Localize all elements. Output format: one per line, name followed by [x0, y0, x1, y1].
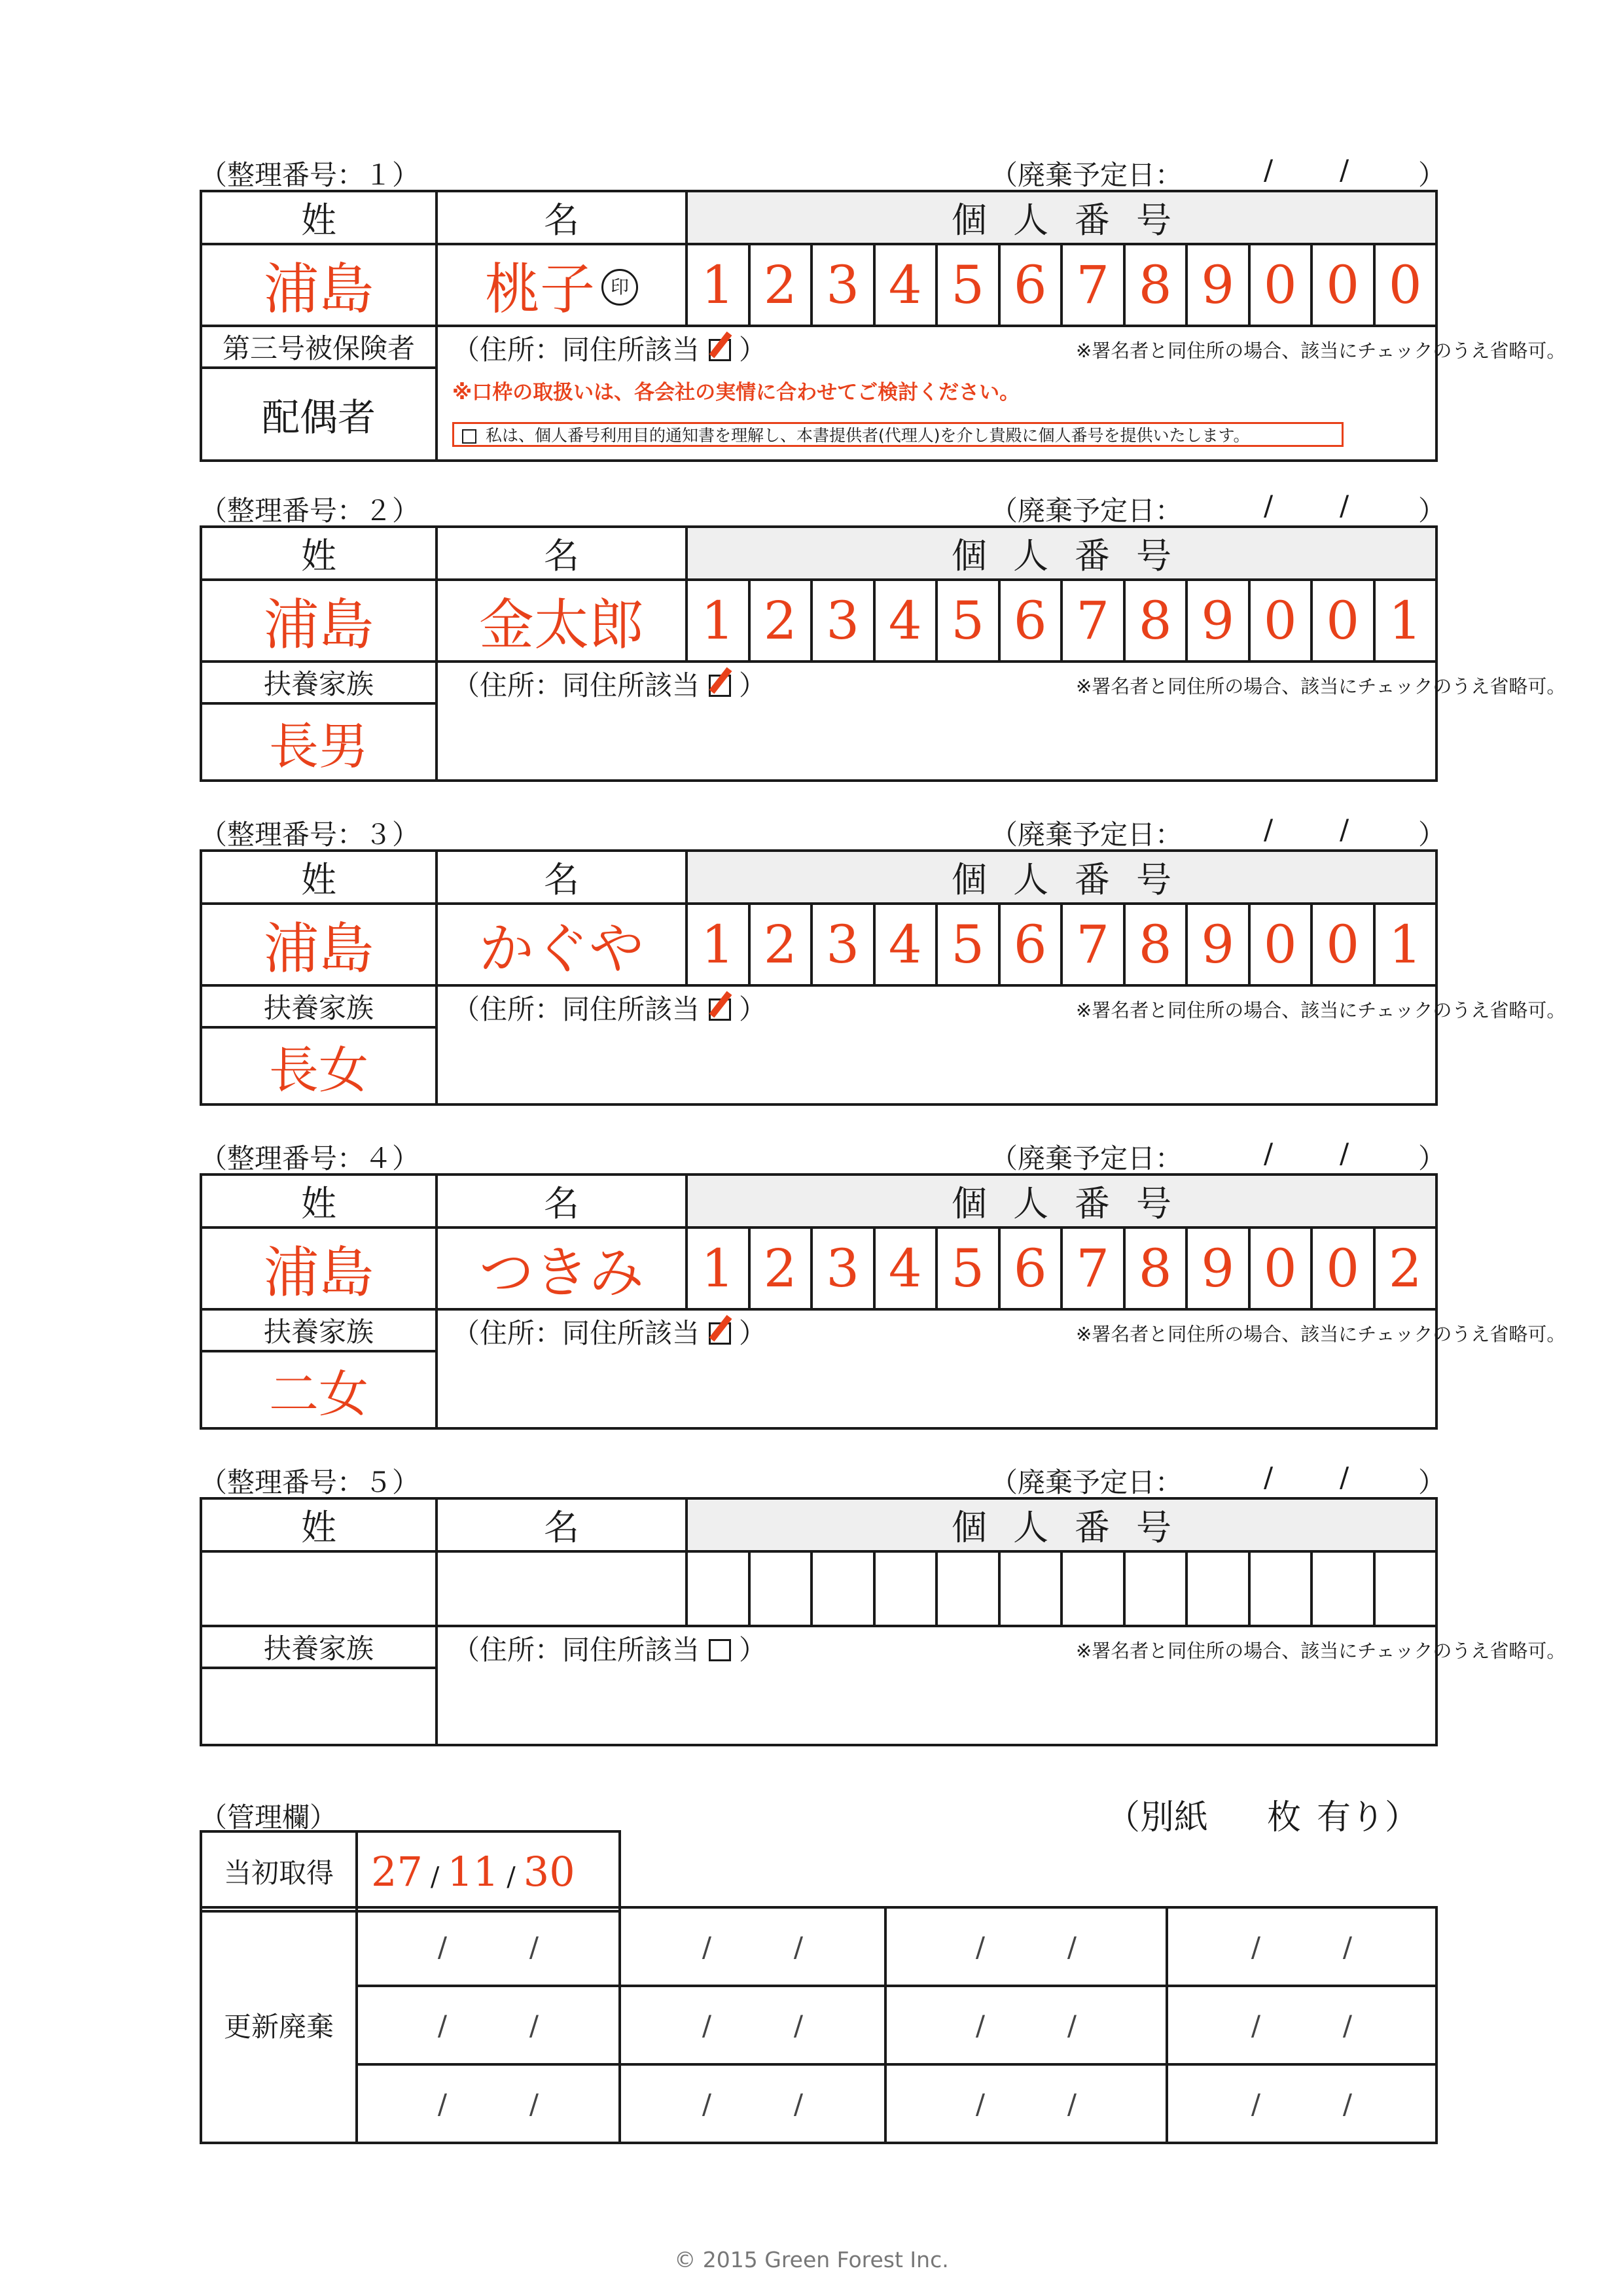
address-label: （住所：同住所該当: [452, 993, 700, 1025]
date-day: 30: [523, 1847, 575, 1896]
copyright: © 2015 Green Forest Inc.: [674, 2247, 949, 2272]
digit-cell[interactable]: 0: [1311, 1227, 1374, 1309]
date-slash: /: [1251, 1930, 1261, 1963]
date-slash: /: [437, 2087, 448, 2120]
info-area: [437, 1626, 1566, 1745]
info-area: [437, 1309, 1566, 1428]
seiri-number: （整理番号：１）: [200, 159, 420, 191]
date-slash: /: [1251, 2009, 1261, 2041]
date-slash: /: [975, 1930, 986, 1963]
mei-field[interactable]: [437, 1551, 687, 1626]
digit-cell[interactable]: 5: [936, 580, 999, 662]
update-date-cell[interactable]: [357, 1907, 620, 1986]
digit-cell[interactable]: 2: [1374, 1227, 1437, 1309]
digit-cell[interactable]: 1: [687, 244, 749, 326]
update-date-cell[interactable]: [885, 2064, 1167, 2143]
disposal-slash: /: [1264, 1137, 1274, 1169]
kojin-bangou-header: 個人番号: [687, 1498, 1436, 1551]
date-slash: /: [437, 1930, 448, 1963]
digit-cell[interactable]: 0: [1311, 244, 1374, 326]
digit-cell[interactable]: 1: [687, 580, 749, 662]
digit-cell[interactable]: 6: [999, 244, 1062, 326]
info-area: [437, 326, 1566, 461]
digit-cell[interactable]: 7: [1061, 244, 1124, 326]
digit-cell[interactable]: [812, 1551, 874, 1626]
date-slash: /: [793, 2009, 804, 2041]
sei-field[interactable]: 浦島: [201, 580, 437, 662]
category-label: 第三号被保険者: [201, 326, 437, 368]
record-5: [200, 1461, 1566, 1749]
digit-cell[interactable]: [1249, 1551, 1312, 1626]
update-label: 更新廃棄: [201, 1907, 357, 2143]
digit-cell[interactable]: 0: [1249, 580, 1312, 662]
digit-cell[interactable]: 6: [999, 580, 1062, 662]
digit-cell[interactable]: 7: [1061, 580, 1124, 662]
date-slash: /: [702, 2009, 712, 2041]
record-table: [200, 525, 1566, 782]
digit-cell[interactable]: 7: [1061, 1227, 1124, 1309]
date-slash: /: [529, 1930, 539, 1963]
disposal-date-label: （廃棄予定日：: [990, 819, 1183, 851]
digit-cell[interactable]: [999, 1551, 1062, 1626]
update-date-cell[interactable]: [620, 1986, 885, 2064]
initial-date[interactable]: [357, 1831, 620, 1911]
address-checkbox[interactable]: [709, 1322, 731, 1345]
digit-cell[interactable]: 2: [749, 580, 812, 662]
digit-cell[interactable]: 9: [1186, 1227, 1249, 1309]
disposal-date-label: （廃棄予定日：: [990, 1466, 1183, 1498]
sei-field[interactable]: 浦島: [201, 1227, 437, 1309]
digit-cell[interactable]: [1061, 1551, 1124, 1626]
mei-field[interactable]: 金太郎: [437, 580, 687, 662]
info-area: [437, 985, 1566, 1104]
record-table: [200, 1173, 1566, 1430]
mei-field[interactable]: [437, 244, 687, 326]
sei-header: 姓: [201, 1498, 437, 1551]
kojin-bangou-header: 個人番号: [687, 527, 1436, 580]
digit-cell[interactable]: 1: [687, 904, 749, 985]
initial-acquisition-table: [200, 1830, 621, 1913]
kojin-bangou-header: 個人番号: [687, 191, 1436, 244]
seiri-number: （整理番号：３）: [200, 819, 420, 851]
digit-cell[interactable]: 4: [874, 580, 937, 662]
digit-cell[interactable]: 0: [1249, 1227, 1312, 1309]
digit-cell[interactable]: 2: [749, 244, 812, 326]
mei-header: 名: [437, 1498, 687, 1551]
category-label: 扶養家族: [201, 662, 437, 703]
address-note: ※署名者と同住所の場合、該当にチェックのうえ省略可。: [1076, 1323, 1566, 1345]
digit-cell[interactable]: [1311, 1551, 1374, 1626]
address-close: ）: [739, 1317, 767, 1349]
disposal-date-label: （廃棄予定日：: [990, 1142, 1183, 1174]
mei-field[interactable]: つきみ: [437, 1227, 687, 1309]
disposal-slash: /: [1340, 1137, 1349, 1169]
address-same: [452, 664, 766, 703]
sei-field[interactable]: [201, 1551, 437, 1626]
record-3: [200, 813, 1566, 1101]
record-header: [200, 1461, 1446, 1498]
date-slash: /: [975, 2087, 986, 2120]
kojin-bangou-header: 個人番号: [687, 1174, 1436, 1227]
update-date-cell[interactable]: [1167, 2064, 1436, 2143]
address-checkbox[interactable]: [709, 998, 731, 1021]
seiri-number: （整理番号：２）: [200, 495, 420, 527]
update-date-cell[interactable]: [357, 1986, 620, 2064]
digit-cell[interactable]: [687, 1551, 749, 1626]
check-mark-icon: [709, 1315, 732, 1341]
digit-cell[interactable]: 9: [1186, 580, 1249, 662]
address-checkbox[interactable]: [709, 1639, 731, 1661]
date-slash: /: [1067, 2009, 1077, 2041]
digit-cell[interactable]: 0: [1249, 904, 1312, 985]
date-year: 27: [371, 1847, 423, 1896]
digit-cell[interactable]: 3: [812, 244, 874, 326]
attachment-note: [1106, 1790, 1419, 1839]
digit-cell[interactable]: 1: [1374, 580, 1437, 662]
digit-cell[interactable]: 9: [1186, 904, 1249, 985]
address-close: ）: [739, 334, 767, 366]
disposal-close: ）: [1418, 1142, 1446, 1174]
update-date-cell[interactable]: [620, 1907, 885, 1986]
digit-cell[interactable]: 0: [1249, 244, 1312, 326]
address-same: [452, 328, 766, 368]
disposal-close: ）: [1418, 495, 1446, 527]
relation-field[interactable]: 配偶者: [201, 368, 437, 461]
address-same: [452, 988, 766, 1027]
date-slash: /: [702, 1930, 712, 1963]
digit-cell[interactable]: 0: [1311, 904, 1374, 985]
update-date-cell[interactable]: [1167, 1907, 1436, 1986]
update-date-cell[interactable]: [620, 2064, 885, 2143]
digit-cell[interactable]: 8: [1124, 1227, 1187, 1309]
update-date-cell[interactable]: [885, 1907, 1167, 1986]
mei-header: 名: [437, 527, 687, 580]
digit-cell[interactable]: 0: [1374, 244, 1437, 326]
mei-header: 名: [437, 1174, 687, 1227]
address-close: ）: [739, 993, 767, 1025]
management-title: （管理欄）: [200, 1801, 338, 1833]
digit-cell[interactable]: 3: [812, 1227, 874, 1309]
disposal-slash: /: [1264, 1461, 1274, 1493]
digit-cell[interactable]: 2: [749, 904, 812, 985]
date-slash: /: [430, 1862, 440, 1892]
digit-cell[interactable]: [874, 1551, 937, 1626]
sei-header: 姓: [201, 191, 437, 244]
initial-date-value: [371, 1848, 575, 1896]
disposal-date-label: （廃棄予定日：: [990, 159, 1183, 191]
seiri-number: （整理番号：５）: [200, 1466, 420, 1498]
relation-field[interactable]: [201, 1668, 437, 1745]
disposal-slash: /: [1264, 489, 1274, 521]
seiri-number: （整理番号：４）: [200, 1142, 420, 1174]
check-mark-icon: [709, 991, 732, 1017]
kojin-bangou-header: 個人番号: [687, 851, 1436, 904]
digit-cell[interactable]: 4: [874, 904, 937, 985]
record-header: [200, 1137, 1446, 1174]
attachment-post: 有り）: [1317, 1798, 1419, 1837]
address-label: （住所：同住所該当: [452, 669, 700, 701]
date-slash: /: [702, 2087, 712, 2120]
consent-box: [452, 422, 1344, 447]
date-slash: /: [1251, 2087, 1261, 2120]
disposal-slash: /: [1340, 1461, 1349, 1493]
mei-header: 名: [437, 851, 687, 904]
digit-cell[interactable]: 6: [999, 904, 1062, 985]
date-slash: /: [975, 2009, 986, 2041]
sei-header: 姓: [201, 527, 437, 580]
digit-cell[interactable]: 1: [687, 1227, 749, 1309]
check-mark-icon: [709, 331, 732, 358]
address-note: ※署名者と同住所の場合、該当にチェックのうえ省略可。: [1076, 675, 1566, 698]
category-label: 扶養家族: [201, 985, 437, 1027]
date-month: 11: [447, 1847, 499, 1896]
digit-cell[interactable]: 8: [1124, 904, 1187, 985]
digit-cell[interactable]: 5: [936, 904, 999, 985]
attachment-pre: （別紙: [1106, 1798, 1209, 1837]
address-same: [452, 1312, 766, 1351]
date-slash: /: [1067, 1930, 1077, 1963]
address-note: ※署名者と同住所の場合、該当にチェックのうえ省略可。: [1076, 340, 1566, 362]
digit-cell[interactable]: [1124, 1551, 1187, 1626]
consent-text: 私は、個人番号利用目的通知書を理解し、本書提供者(代理人)を介し貴殿に個人番号を提供いたします。: [486, 426, 1250, 445]
address-label: （住所：同住所該当: [452, 1634, 700, 1666]
address-checkbox[interactable]: [709, 675, 731, 697]
relation-field[interactable]: 二女: [201, 1351, 437, 1428]
date-slash: /: [529, 2087, 539, 2120]
update-date-cell[interactable]: [1167, 1986, 1436, 2064]
disposal-close: ）: [1418, 159, 1446, 191]
disposal-slash: /: [1264, 154, 1274, 186]
digit-cell[interactable]: 0: [1311, 580, 1374, 662]
record-header: [200, 489, 1446, 527]
record-4: [200, 1137, 1566, 1425]
seal-stamp: 印: [601, 269, 638, 306]
address-note: ※署名者と同住所の場合、該当にチェックのうえ省略可。: [1076, 1640, 1566, 1662]
record-1: [200, 154, 1566, 448]
digit-cell[interactable]: [749, 1551, 812, 1626]
update-date-cell[interactable]: [357, 2064, 620, 2143]
address-label: （住所：同住所該当: [452, 334, 700, 366]
record-table: [200, 849, 1566, 1106]
record-table: [200, 190, 1566, 462]
disposal-slash: /: [1340, 813, 1349, 845]
relation-field[interactable]: 長男: [201, 703, 437, 781]
info-area: [437, 662, 1566, 781]
consent-checkbox[interactable]: [462, 429, 476, 444]
address-checkbox[interactable]: [709, 339, 731, 361]
date-slash: /: [793, 1930, 804, 1963]
address-label: （住所：同住所該当: [452, 1317, 700, 1349]
sei-field[interactable]: 浦島: [201, 904, 437, 985]
record-table: [200, 1497, 1566, 1746]
disposal-slash: /: [1340, 154, 1349, 186]
date-slash: /: [1342, 1930, 1353, 1963]
digit-cell[interactable]: 4: [874, 1227, 937, 1309]
check-mark-icon: [709, 667, 732, 694]
digit-cell[interactable]: 1: [1374, 904, 1437, 985]
address-same: [452, 1629, 766, 1668]
sei-header: 姓: [201, 851, 437, 904]
digit-cell[interactable]: 3: [812, 580, 874, 662]
record-header: [200, 813, 1446, 851]
digit-cell[interactable]: [1186, 1551, 1249, 1626]
mei-header: 名: [437, 191, 687, 244]
disposal-slash: /: [1340, 489, 1349, 521]
disposal-close: ）: [1418, 1466, 1446, 1498]
disposal-close: ）: [1418, 819, 1446, 851]
digit-cell[interactable]: 3: [812, 904, 874, 985]
digit-cell[interactable]: [936, 1551, 999, 1626]
mei-field[interactable]: かぐや: [437, 904, 687, 985]
digit-cell[interactable]: 4: [874, 244, 937, 326]
attachment-mid: 枚: [1267, 1798, 1302, 1837]
address-note: ※署名者と同住所の場合、該当にチェックのうえ省略可。: [1076, 999, 1566, 1021]
initial-label: 当初取得: [201, 1831, 357, 1911]
date-slash: /: [507, 1862, 516, 1892]
digit-cell[interactable]: 9: [1186, 244, 1249, 326]
category-label: 扶養家族: [201, 1309, 437, 1351]
disposal-date-label: （廃棄予定日：: [990, 495, 1183, 527]
address-close: ）: [739, 1634, 767, 1666]
date-slash: /: [793, 2087, 804, 2120]
digit-cell[interactable]: 8: [1124, 580, 1187, 662]
date-slash: /: [1067, 2087, 1077, 2120]
address-close: ）: [739, 669, 767, 701]
sei-field[interactable]: 浦島: [201, 244, 437, 326]
relation-field[interactable]: 長女: [201, 1027, 437, 1104]
date-slash: /: [1342, 2087, 1353, 2120]
mei-value: 桃子: [484, 257, 595, 321]
digit-cell[interactable]: 5: [936, 1227, 999, 1309]
digit-cell[interactable]: [1374, 1551, 1437, 1626]
date-slash: /: [529, 2009, 539, 2041]
record-2: [200, 489, 1566, 777]
digit-cell[interactable]: 8: [1124, 244, 1187, 326]
digit-cell[interactable]: 6: [999, 1227, 1062, 1309]
record-header: [200, 154, 1446, 191]
date-slash: /: [1342, 2009, 1353, 2041]
warning-text: ※口枠の取扱いは、各会社の実情に合わせてご検討ください。: [452, 381, 1020, 404]
sei-header: 姓: [201, 1174, 437, 1227]
digit-cell[interactable]: 7: [1061, 904, 1124, 985]
update-date-cell[interactable]: [885, 1986, 1167, 2064]
disposal-slash: /: [1264, 813, 1274, 845]
update-disposal-table: [200, 1906, 1438, 2144]
category-label: 扶養家族: [201, 1626, 437, 1668]
digit-cell[interactable]: 2: [749, 1227, 812, 1309]
digit-cell[interactable]: 5: [936, 244, 999, 326]
date-slash: /: [437, 2009, 448, 2041]
